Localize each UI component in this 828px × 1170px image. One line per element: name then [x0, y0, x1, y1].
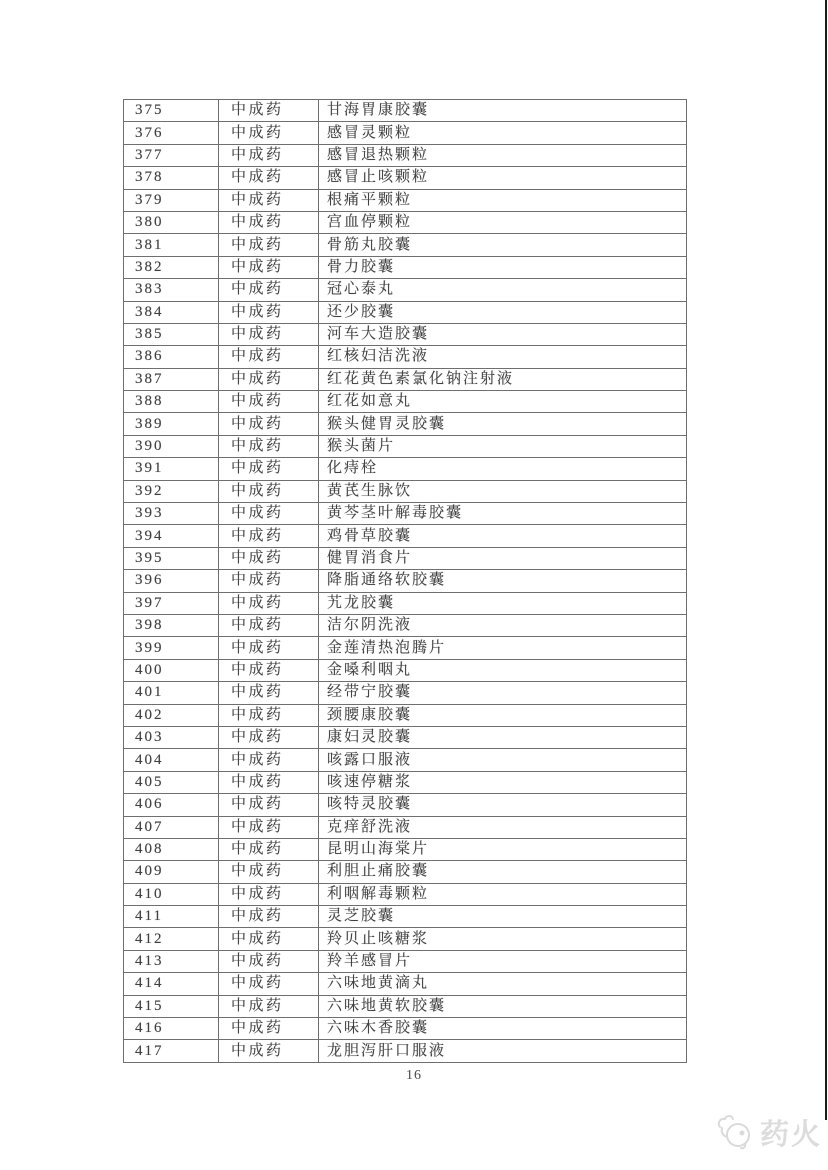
- drug-name-cell: 金嗓利咽丸: [319, 659, 687, 681]
- table-row: [124, 413, 687, 435]
- drug-name-cell: 康妇灵胶囊: [319, 726, 687, 748]
- row-number-cell: 414: [124, 973, 219, 995]
- category-cell: 中成药: [219, 816, 319, 838]
- drug-name-cell: 猴头菌片: [319, 435, 687, 457]
- category-cell: 中成药: [219, 637, 319, 659]
- row-number-cell: 390: [124, 435, 219, 457]
- category-cell: 中成药: [219, 234, 319, 256]
- drug-name-cell: 洁尔阴洗液: [319, 614, 687, 636]
- table-row: [124, 211, 687, 233]
- table-row: [124, 592, 687, 614]
- row-number-cell: 383: [124, 279, 219, 301]
- table-row: [124, 928, 687, 950]
- row-number-cell: 389: [124, 413, 219, 435]
- row-number-cell: 404: [124, 749, 219, 771]
- table-row: [124, 570, 687, 592]
- category-cell: 中成药: [219, 950, 319, 972]
- row-number-cell: 392: [124, 480, 219, 502]
- category-cell: 中成药: [219, 144, 319, 166]
- row-number-cell: 413: [124, 950, 219, 972]
- table-row: [124, 346, 687, 368]
- row-number-cell: 415: [124, 995, 219, 1017]
- row-number-cell: 387: [124, 368, 219, 390]
- category-cell: 中成药: [219, 368, 319, 390]
- drug-name-cell: 冠心泰丸: [319, 279, 687, 301]
- table-row: [124, 1040, 687, 1062]
- row-number-cell: 397: [124, 592, 219, 614]
- table-row: [124, 1018, 687, 1040]
- drug-name-cell: 黄芪生脉饮: [319, 480, 687, 502]
- category-cell: 中成药: [219, 189, 319, 211]
- mascot-icon: [712, 1113, 756, 1153]
- row-number-cell: 381: [124, 234, 219, 256]
- table-row: [124, 973, 687, 995]
- drug-name-cell: 六味地黄滴丸: [319, 973, 687, 995]
- table-row: [124, 458, 687, 480]
- category-cell: 中成药: [219, 1040, 319, 1062]
- drug-name-cell: 利咽解毒颗粒: [319, 883, 687, 905]
- category-cell: 中成药: [219, 122, 319, 144]
- drug-name-cell: 感冒止咳颗粒: [319, 167, 687, 189]
- drug-name-cell: 甘海胃康胶囊: [319, 100, 687, 122]
- table-row: [124, 122, 687, 144]
- drug-name-cell: 感冒灵颗粒: [319, 122, 687, 144]
- table-row: [124, 726, 687, 748]
- table-row: [124, 704, 687, 726]
- table-row: [124, 861, 687, 883]
- table-row: [124, 301, 687, 323]
- category-cell: 中成药: [219, 391, 319, 413]
- watermark-text: 药火: [760, 1119, 823, 1151]
- row-number-cell: 407: [124, 816, 219, 838]
- row-number-cell: 416: [124, 1018, 219, 1040]
- category-cell: 中成药: [219, 682, 319, 704]
- table-row: [124, 503, 687, 525]
- row-number-cell: 402: [124, 704, 219, 726]
- row-number-cell: 382: [124, 256, 219, 278]
- drug-name-cell: 咳特灵胶囊: [319, 794, 687, 816]
- row-number-cell: 410: [124, 883, 219, 905]
- category-cell: 中成药: [219, 458, 319, 480]
- row-number-cell: 417: [124, 1040, 219, 1062]
- category-cell: 中成药: [219, 659, 319, 681]
- row-number-cell: 401: [124, 682, 219, 704]
- category-cell: 中成药: [219, 861, 319, 883]
- drug-name-cell: 咳速停糖浆: [319, 771, 687, 793]
- drug-name-cell: 红花如意丸: [319, 391, 687, 413]
- category-cell: 中成药: [219, 995, 319, 1017]
- drug-name-cell: 河车大造胶囊: [319, 323, 687, 345]
- row-number-cell: 388: [124, 391, 219, 413]
- table-row: [124, 100, 687, 122]
- row-number-cell: 391: [124, 458, 219, 480]
- category-cell: 中成药: [219, 100, 319, 122]
- row-number-cell: 405: [124, 771, 219, 793]
- category-cell: 中成药: [219, 726, 319, 748]
- category-cell: 中成药: [219, 503, 319, 525]
- table-row: [124, 368, 687, 390]
- table-row: [124, 682, 687, 704]
- drug-name-cell: 根痛平颗粒: [319, 189, 687, 211]
- watermark: [712, 1112, 822, 1153]
- category-cell: 中成药: [219, 279, 319, 301]
- category-cell: 中成药: [219, 838, 319, 860]
- row-number-cell: 377: [124, 144, 219, 166]
- drug-name-cell: 利胆止痛胶囊: [319, 861, 687, 883]
- drug-name-cell: 健胃消食片: [319, 547, 687, 569]
- table-row: [124, 391, 687, 413]
- drug-name-cell: 六味木香胶囊: [319, 1018, 687, 1040]
- row-number-cell: 399: [124, 637, 219, 659]
- drug-list-table: [123, 99, 687, 1063]
- category-cell: 中成药: [219, 525, 319, 547]
- drug-name-cell: 宫血停颗粒: [319, 211, 687, 233]
- category-cell: 中成药: [219, 570, 319, 592]
- drug-name-cell: 猴头健胃灵胶囊: [319, 413, 687, 435]
- category-cell: 中成药: [219, 614, 319, 636]
- row-number-cell: 394: [124, 525, 219, 547]
- category-cell: 中成药: [219, 480, 319, 502]
- drug-name-cell: 咳露口服液: [319, 749, 687, 771]
- row-number-cell: 376: [124, 122, 219, 144]
- row-number-cell: 400: [124, 659, 219, 681]
- page-number: 16: [406, 1068, 422, 1083]
- table-row: [124, 794, 687, 816]
- category-cell: 中成药: [219, 211, 319, 233]
- category-cell: 中成药: [219, 547, 319, 569]
- row-number-cell: 384: [124, 301, 219, 323]
- table-row: [124, 167, 687, 189]
- table-row: [124, 189, 687, 211]
- table-row: [124, 995, 687, 1017]
- category-cell: 中成药: [219, 256, 319, 278]
- drug-name-cell: 金莲清热泡腾片: [319, 637, 687, 659]
- category-cell: 中成药: [219, 973, 319, 995]
- table-row: [124, 771, 687, 793]
- drug-name-cell: 化痔栓: [319, 458, 687, 480]
- drug-name-cell: 龙胆泻肝口服液: [319, 1040, 687, 1062]
- category-cell: 中成药: [219, 906, 319, 928]
- table-row: [124, 256, 687, 278]
- row-number-cell: 395: [124, 547, 219, 569]
- category-cell: 中成药: [219, 928, 319, 950]
- row-number-cell: 379: [124, 189, 219, 211]
- drug-name-cell: 感冒退热颗粒: [319, 144, 687, 166]
- row-number-cell: 375: [124, 100, 219, 122]
- table-row: [124, 435, 687, 457]
- table-row: [124, 816, 687, 838]
- drug-name-cell: 降脂通络软胶囊: [319, 570, 687, 592]
- table-row: [124, 525, 687, 547]
- drug-name-cell: 六味地黄软胶囊: [319, 995, 687, 1017]
- category-cell: 中成药: [219, 167, 319, 189]
- table-row: [124, 749, 687, 771]
- drug-name-cell: 羚贝止咳糖浆: [319, 928, 687, 950]
- category-cell: 中成药: [219, 413, 319, 435]
- category-cell: 中成药: [219, 883, 319, 905]
- category-cell: 中成药: [219, 301, 319, 323]
- row-number-cell: 385: [124, 323, 219, 345]
- drug-name-cell: 经带宁胶囊: [319, 682, 687, 704]
- drug-name-cell: 骨筋丸胶囊: [319, 234, 687, 256]
- drug-name-cell: 鸡骨草胶囊: [319, 525, 687, 547]
- drug-name-cell: 灵芝胶囊: [319, 906, 687, 928]
- table-row: [124, 883, 687, 905]
- row-number-cell: 403: [124, 726, 219, 748]
- table-row: [124, 480, 687, 502]
- table-row: [124, 547, 687, 569]
- row-number-cell: 412: [124, 928, 219, 950]
- drug-name-cell: 黄芩茎叶解毒胶囊: [319, 503, 687, 525]
- table-row: [124, 614, 687, 636]
- row-number-cell: 408: [124, 838, 219, 860]
- drug-name-cell: 克痒舒洗液: [319, 816, 687, 838]
- drug-name-cell: 还少胶囊: [319, 301, 687, 323]
- category-cell: 中成药: [219, 592, 319, 614]
- row-number-cell: 386: [124, 346, 219, 368]
- table-row: [124, 234, 687, 256]
- table-row: [124, 279, 687, 301]
- row-number-cell: 380: [124, 211, 219, 233]
- row-number-cell: 393: [124, 503, 219, 525]
- row-number-cell: 378: [124, 167, 219, 189]
- drug-name-cell: 羚羊感冒片: [319, 950, 687, 972]
- drug-name-cell: 红核妇洁洗液: [319, 346, 687, 368]
- drug-name-cell: 骨力胶囊: [319, 256, 687, 278]
- row-number-cell: 396: [124, 570, 219, 592]
- category-cell: 中成药: [219, 1018, 319, 1040]
- scan-edge-line: [825, 0, 827, 1120]
- category-cell: 中成药: [219, 323, 319, 345]
- row-number-cell: 411: [124, 906, 219, 928]
- category-cell: 中成药: [219, 794, 319, 816]
- drug-name-cell: 红花黄色素氯化钠注射液: [319, 368, 687, 390]
- category-cell: 中成药: [219, 346, 319, 368]
- table-row: [124, 323, 687, 345]
- category-cell: 中成药: [219, 435, 319, 457]
- row-number-cell: 398: [124, 614, 219, 636]
- drug-name-cell: 颈腰康胶囊: [319, 704, 687, 726]
- drug-name-cell: 昆明山海棠片: [319, 838, 687, 860]
- table-row: [124, 838, 687, 860]
- drug-name-cell: 艽龙胶囊: [319, 592, 687, 614]
- drug-table-body: [124, 100, 687, 1063]
- table-row: [124, 906, 687, 928]
- table-row: [124, 950, 687, 972]
- row-number-cell: 409: [124, 861, 219, 883]
- category-cell: 中成药: [219, 704, 319, 726]
- category-cell: 中成药: [219, 771, 319, 793]
- row-number-cell: 406: [124, 794, 219, 816]
- table-row: [124, 659, 687, 681]
- table-row: [124, 144, 687, 166]
- category-cell: 中成药: [219, 749, 319, 771]
- table-row: [124, 637, 687, 659]
